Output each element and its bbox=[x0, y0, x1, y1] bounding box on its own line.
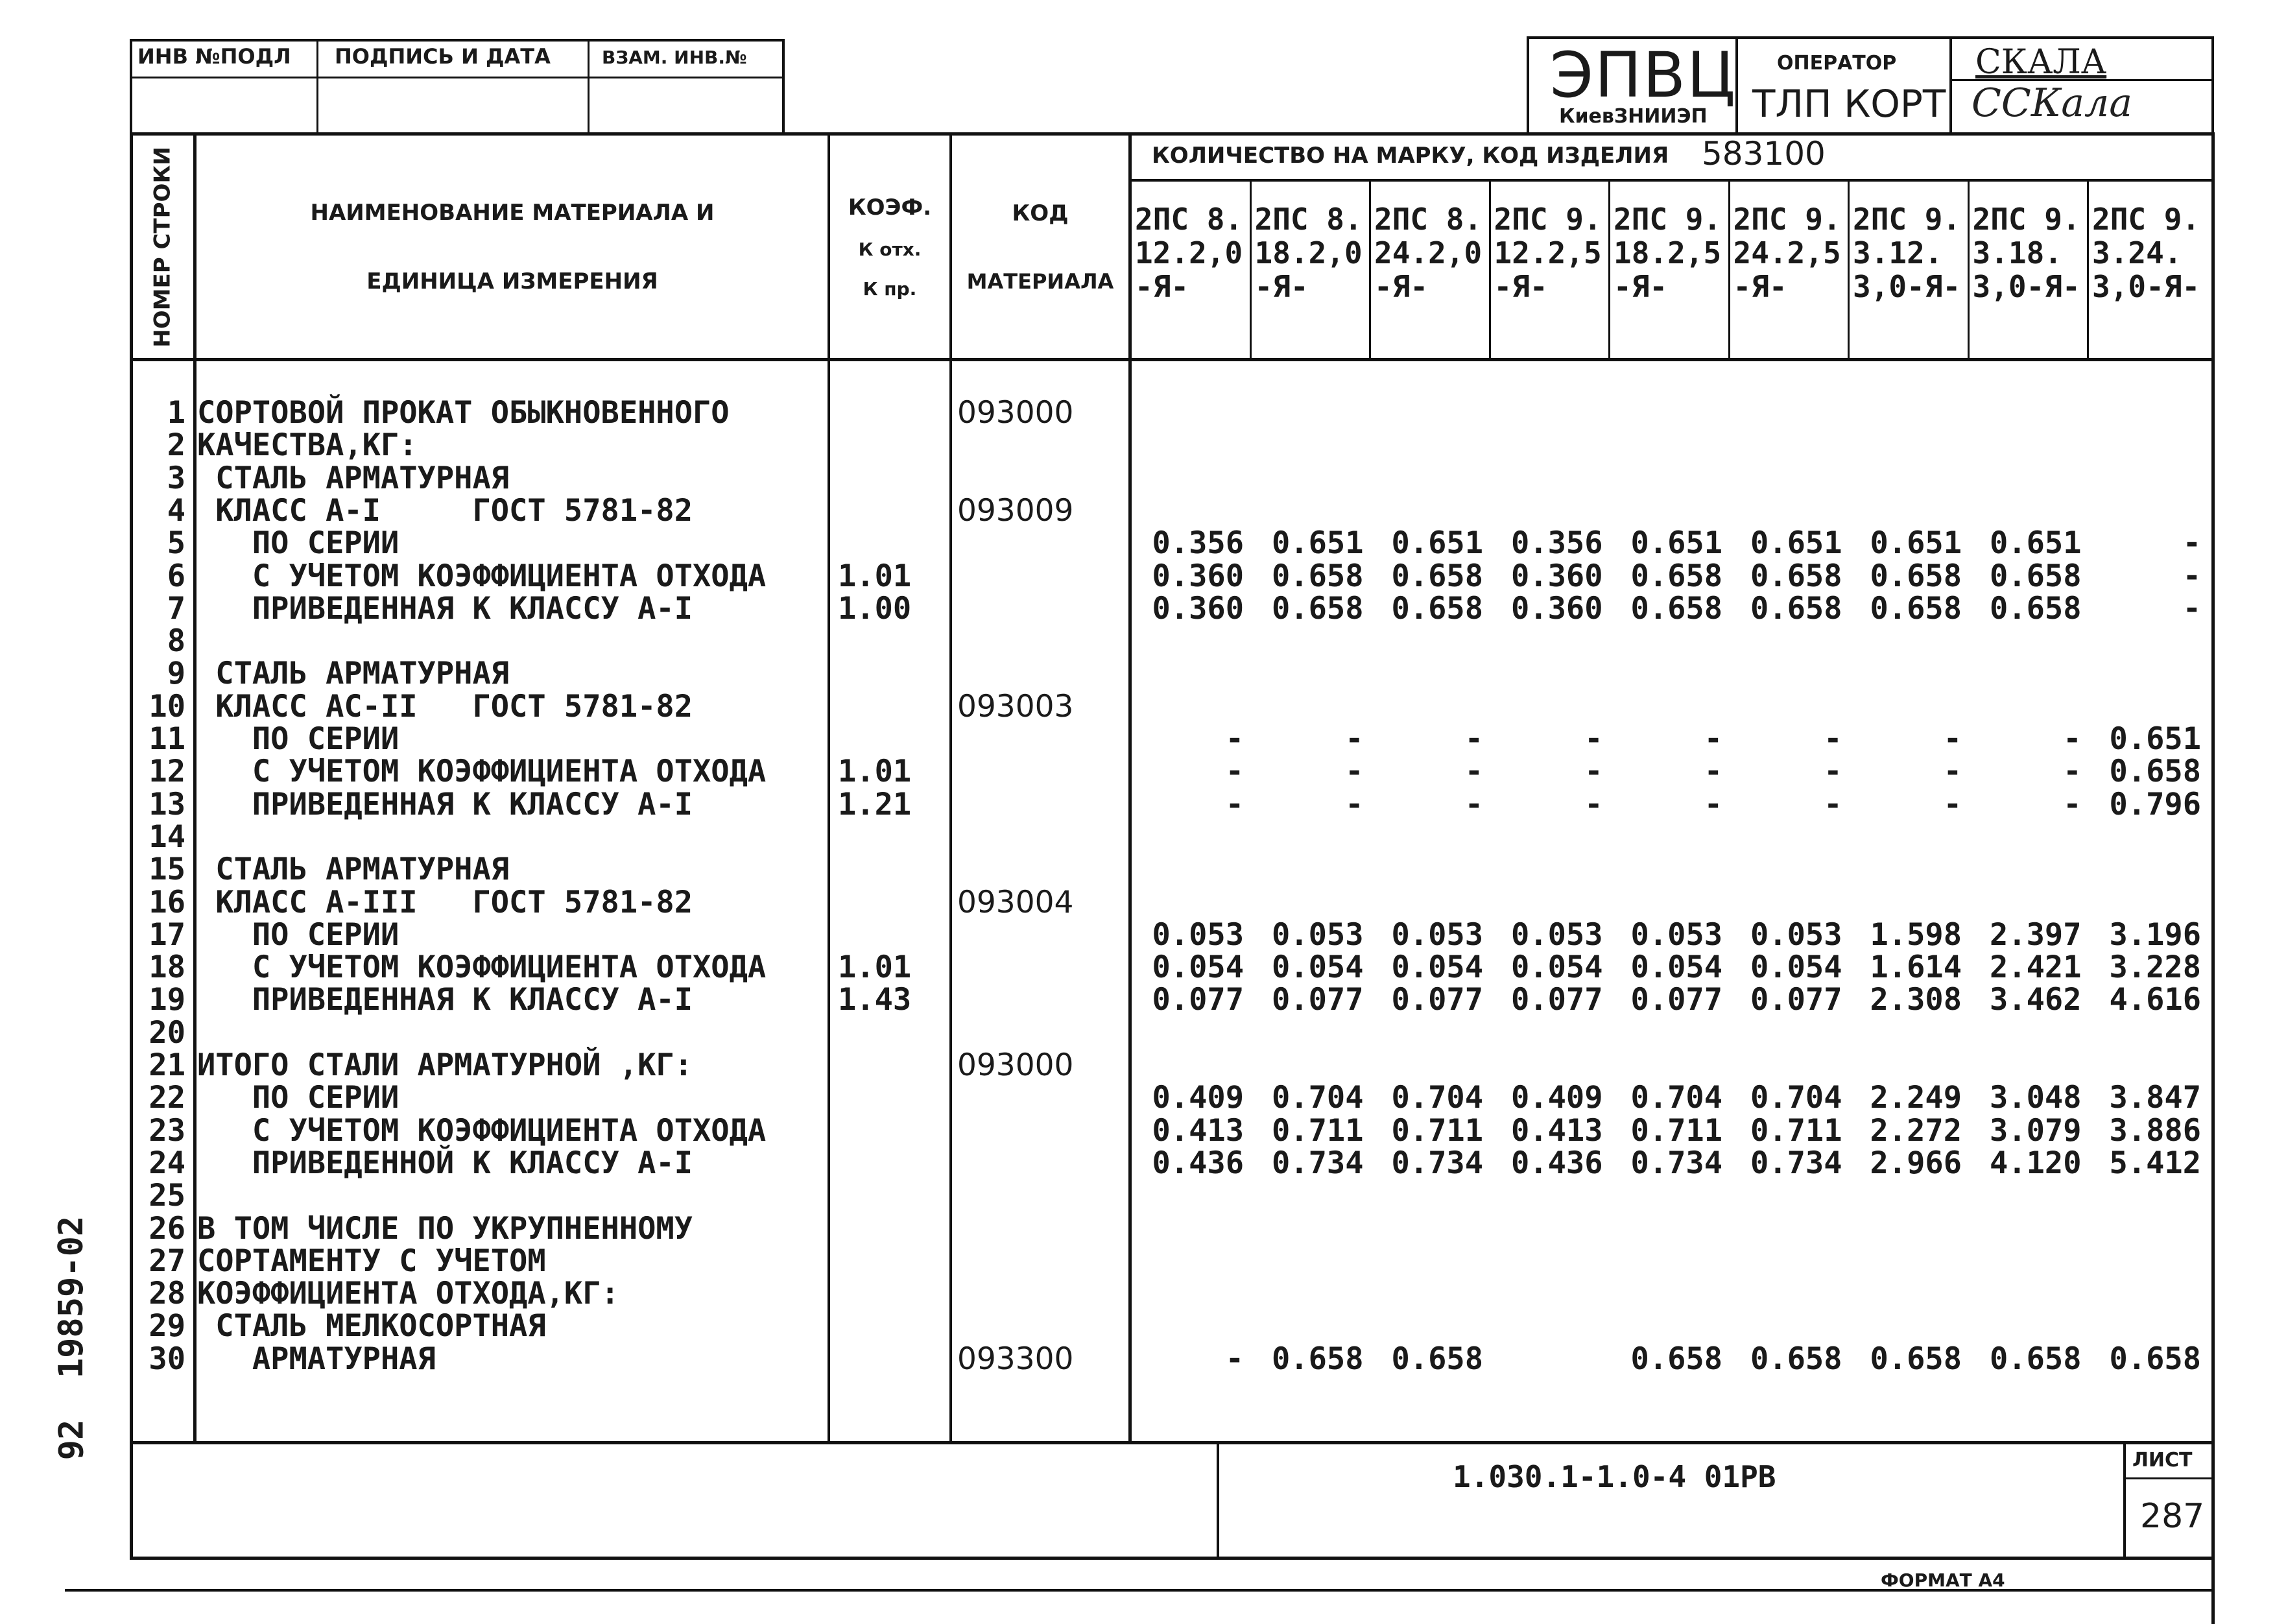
material-name: С УЧЕТОМ КОЭФФИЦИЕНТА ОТХОДА bbox=[197, 754, 767, 790]
quantity-cell: 0.658 bbox=[1870, 1341, 1962, 1377]
coefficient: 1.00 bbox=[838, 590, 912, 627]
quantity-cell: 0.356 bbox=[1511, 525, 1603, 562]
name-header: НАИМЕНОВАНИЕ МАТЕРИАЛА И ЕДИНИЦА ИЗМЕРЕНИЯ bbox=[310, 200, 715, 294]
document-code: 1.030.1-1.0-4 01РВ bbox=[1453, 1459, 1776, 1494]
quantity-cell: 0.658 bbox=[1990, 590, 2082, 627]
quantity-cell: 0.413 bbox=[1152, 1112, 1244, 1149]
quantity-cell: - bbox=[1225, 1341, 1244, 1377]
quantity-cell: - bbox=[1464, 721, 1483, 757]
quantity-cell: - bbox=[2063, 754, 2082, 790]
material-name: КЛАСС АС-II ГОСТ 5781-82 bbox=[197, 688, 693, 724]
quantity-cell: 4.616 bbox=[2109, 982, 2201, 1018]
quantity-cell: 0.658 bbox=[1391, 1341, 1483, 1377]
material-name: С УЧЕТОМ КОЭФФИЦИЕНТА ОТХОДА bbox=[197, 949, 767, 986]
system-name: СКАЛА bbox=[1975, 43, 2107, 82]
material-name: С УЧЕТОМ КОЭФФИЦИЕНТА ОТХОДА bbox=[197, 558, 767, 594]
row-number: 5 bbox=[167, 525, 185, 562]
quantity-cell: 0.077 bbox=[1152, 982, 1244, 1018]
side-number: 19859-02 bbox=[52, 1215, 91, 1379]
quantity-cell: 0.054 bbox=[1272, 949, 1364, 986]
material-name: КОЭФФИЦИЕНТА ОТХОДА,КГ: bbox=[197, 1276, 619, 1312]
quantity-cell: 0.077 bbox=[1391, 982, 1483, 1018]
quantity-cell: 0.658 bbox=[1750, 1341, 1842, 1377]
quantity-cell: 2.272 bbox=[1870, 1112, 1962, 1149]
quantity-cell: 0.651 bbox=[1990, 525, 2082, 562]
quantity-cell: 0.658 bbox=[1391, 558, 1483, 594]
material-code: 093000 bbox=[957, 395, 1074, 431]
quantity-cell: 0.658 bbox=[2109, 1341, 2201, 1377]
row-number: 4 bbox=[167, 492, 185, 529]
quantity-cell: - bbox=[2182, 590, 2201, 627]
quantity-cell: - bbox=[2063, 721, 2082, 757]
quantity-cell: - bbox=[1704, 754, 1722, 790]
quantity-cell: 0.053 bbox=[1391, 916, 1483, 953]
quantity-cell: 0.651 bbox=[1870, 525, 1962, 562]
quantity-cell: - bbox=[1943, 786, 1962, 822]
material-name: ПРИВЕДЕННАЯ К КЛАССУ А-I bbox=[197, 982, 693, 1018]
quantity-cell: 2.397 bbox=[1990, 916, 2082, 953]
quantity-cell: 0.436 bbox=[1152, 1145, 1244, 1181]
quantity-cell: 0.734 bbox=[1630, 1145, 1722, 1181]
quantity-cell: 0.053 bbox=[1152, 916, 1244, 953]
material-name: КЛАСС А-III ГОСТ 5781-82 bbox=[197, 884, 693, 920]
row-number: 24 bbox=[149, 1145, 185, 1181]
quantity-cell: - bbox=[1824, 721, 1842, 757]
quantity-cell: 0.360 bbox=[1511, 558, 1603, 594]
quantity-cell: 0.658 bbox=[1630, 558, 1722, 594]
quantity-cell: 0.658 bbox=[1750, 590, 1842, 627]
quantity-cell: 5.412 bbox=[2109, 1145, 2201, 1181]
quantity-cell: 0.734 bbox=[1391, 1145, 1483, 1181]
row-number: 14 bbox=[149, 818, 185, 855]
quantity-cell: 4.120 bbox=[1990, 1145, 2082, 1181]
quantity-cell: 0.054 bbox=[1511, 949, 1603, 986]
row-number: 28 bbox=[149, 1276, 185, 1312]
quantity-cell: 0.413 bbox=[1511, 1112, 1603, 1149]
quantity-cell: - bbox=[1345, 754, 1364, 790]
quantity-cell: - bbox=[1584, 721, 1603, 757]
code-header: КОД МАТЕРИАЛА bbox=[966, 200, 1114, 294]
sheet-label: ЛИСТ bbox=[2132, 1449, 2193, 1472]
quantity-cell: 2.249 bbox=[1870, 1080, 1962, 1116]
material-name: С УЧЕТОМ КОЭФФИЦИЕНТА ОТХОДА bbox=[197, 1112, 767, 1149]
quantity-cell: - bbox=[1464, 786, 1483, 822]
row-number: 18 bbox=[149, 949, 185, 986]
quantity-cell: 0.658 bbox=[1272, 1341, 1364, 1377]
product-column-header: 2ПС 9.24.2,5-Я- bbox=[1733, 202, 1841, 304]
row-number: 12 bbox=[149, 754, 185, 790]
quantity-cell: 0.360 bbox=[1511, 590, 1603, 627]
quantity-cell: 3.462 bbox=[1990, 982, 2082, 1018]
material-code: 093300 bbox=[957, 1341, 1074, 1377]
quantity-cell: 3.228 bbox=[2109, 949, 2201, 986]
quantity-cell: 0.053 bbox=[1750, 916, 1842, 953]
quantity-cell: 0.704 bbox=[1391, 1080, 1483, 1116]
quantity-cell: 0.651 bbox=[1630, 525, 1722, 562]
quantity-cell: 1.614 bbox=[1870, 949, 1962, 986]
quantity-cell: 0.054 bbox=[1750, 949, 1842, 986]
org-name: ЭПВЦ bbox=[1550, 39, 1737, 112]
side-page: 92 bbox=[52, 1419, 91, 1461]
quantity-cell: 0.704 bbox=[1750, 1080, 1842, 1116]
quantity-cell: - bbox=[1824, 754, 1842, 790]
quantity-cell: - bbox=[1943, 754, 1962, 790]
quantity-cell: 0.711 bbox=[1391, 1112, 1483, 1149]
quantity-cell: - bbox=[2182, 525, 2201, 562]
row-number: 6 bbox=[167, 558, 185, 594]
product-column-header: 2ПС 9.3.18.3,0-Я- bbox=[1972, 202, 2080, 304]
material-code: 093009 bbox=[957, 492, 1074, 529]
operator-signature: ССКала bbox=[1971, 80, 2132, 126]
material-name: ПО СЕРИИ bbox=[197, 916, 399, 953]
quantity-cell: - bbox=[1824, 786, 1842, 822]
quantity-cell: 0.651 bbox=[2109, 721, 2201, 757]
quantity-cell: 3.847 bbox=[2109, 1080, 2201, 1116]
quantity-cell: 0.658 bbox=[1272, 558, 1364, 594]
quantity-cell: 0.077 bbox=[1511, 982, 1603, 1018]
quantity-cell: 2.966 bbox=[1870, 1145, 1962, 1181]
material-name: В ТОМ ЧИСЛЕ ПО УКРУПНЕННОМУ bbox=[197, 1210, 693, 1247]
row-number-header: НОМЕР СТРОКИ bbox=[150, 147, 176, 348]
material-name: СОРТАМЕНТУ С УЧЕТОМ bbox=[197, 1243, 546, 1279]
row-number: 20 bbox=[149, 1014, 185, 1051]
format-label: ФОРМАТ А4 bbox=[1881, 1570, 2005, 1591]
quantity-cell: 0.711 bbox=[1272, 1112, 1364, 1149]
row-number: 7 bbox=[167, 590, 185, 627]
material-name: КАЧЕСТВА,КГ: bbox=[197, 427, 418, 464]
quantity-cell: 0.658 bbox=[2109, 754, 2201, 790]
quantity-cell: 3.886 bbox=[2109, 1112, 2201, 1149]
quantity-cell: 0.409 bbox=[1152, 1080, 1244, 1116]
coef-header: КОЭФ. К отх. К пр. bbox=[848, 195, 932, 300]
quantity-cell: 0.651 bbox=[1391, 525, 1483, 562]
operator-label: ОПЕРАТОР bbox=[1777, 52, 1897, 75]
quantity-cell: - bbox=[1584, 786, 1603, 822]
quantity-cell: 0.658 bbox=[1630, 1341, 1722, 1377]
quantity-cell: 0.658 bbox=[1391, 590, 1483, 627]
material-name: КЛАСС А-I ГОСТ 5781-82 bbox=[197, 492, 693, 529]
quantity-cell: 1.598 bbox=[1870, 916, 1962, 953]
product-code: 583100 bbox=[1702, 135, 1826, 173]
row-number: 29 bbox=[149, 1308, 185, 1344]
coefficient: 1.21 bbox=[838, 786, 912, 822]
quantity-cell: 0.409 bbox=[1511, 1080, 1603, 1116]
material-name: ПО СЕРИИ bbox=[197, 721, 399, 757]
material-code: 093004 bbox=[957, 884, 1074, 920]
quantity-cell: 0.054 bbox=[1630, 949, 1722, 986]
material-name: СОРТОВОЙ ПРОКАТ ОБЫКНОВЕННОГО bbox=[197, 395, 730, 431]
quantity-cell: 0.077 bbox=[1750, 982, 1842, 1018]
row-number: 25 bbox=[149, 1178, 185, 1214]
material-code: 093000 bbox=[957, 1047, 1074, 1083]
quantity-cell: 0.356 bbox=[1152, 525, 1244, 562]
quantity-cell: - bbox=[1704, 721, 1722, 757]
row-number: 30 bbox=[149, 1341, 185, 1377]
material-name: СТАЛЬ АРМАТУРНАЯ bbox=[197, 656, 510, 692]
quantity-cell: 3.196 bbox=[2109, 916, 2201, 953]
zam-label: ВЗАМ. ИНВ.№ bbox=[602, 47, 747, 68]
coefficient: 1.01 bbox=[838, 949, 912, 986]
material-name: ПРИВЕДЕННАЯ К КЛАССУ А-I bbox=[197, 786, 693, 822]
quantity-cell: 0.436 bbox=[1511, 1145, 1603, 1181]
quantity-cell: 0.704 bbox=[1630, 1080, 1722, 1116]
product-column-header: 2ПС 9.3.12.3,0-Я- bbox=[1853, 202, 1961, 304]
sign-label: ПОДПИСЬ И ДАТА bbox=[335, 44, 551, 69]
material-name: СТАЛЬ МЕЛКОСОРТНАЯ bbox=[197, 1308, 546, 1344]
quantity-cell: 0.054 bbox=[1152, 949, 1244, 986]
quantity-cell: 3.079 bbox=[1990, 1112, 2082, 1149]
row-number: 19 bbox=[149, 982, 185, 1018]
quantity-cell: 3.048 bbox=[1990, 1080, 2082, 1116]
quantity-cell: - bbox=[1225, 786, 1244, 822]
row-number: 16 bbox=[149, 884, 185, 920]
quantity-cell: 0.053 bbox=[1630, 916, 1722, 953]
row-number: 3 bbox=[167, 460, 185, 496]
material-name: ПО СЕРИИ bbox=[197, 525, 399, 562]
quantity-cell: - bbox=[1584, 754, 1603, 790]
inv-label: ИНВ №ПОДЛ bbox=[137, 44, 291, 69]
quantity-cell: 0.658 bbox=[1990, 1341, 2082, 1377]
row-number: 21 bbox=[149, 1047, 185, 1083]
quantity-cell: 0.658 bbox=[1990, 558, 2082, 594]
product-column-header: 2ПС 8.24.2,0-Я- bbox=[1374, 202, 1483, 304]
qty-header-label: КОЛИЧЕСТВО НА МАРКУ, КОД ИЗДЕЛИЯ bbox=[1152, 143, 1669, 169]
quantity-cell: 0.658 bbox=[1870, 590, 1962, 627]
quantity-cell: 0.711 bbox=[1630, 1112, 1722, 1149]
row-number: 15 bbox=[149, 852, 185, 888]
quantity-cell: 0.360 bbox=[1152, 590, 1244, 627]
quantity-cell: 0.658 bbox=[1870, 558, 1962, 594]
quantity-cell: 0.658 bbox=[1630, 590, 1722, 627]
row-number: 2 bbox=[167, 427, 185, 464]
quantity-cell: 0.734 bbox=[1750, 1145, 1842, 1181]
row-number: 17 bbox=[149, 916, 185, 953]
product-column-header: 2ПС 9.12.2,5-Я- bbox=[1494, 202, 1602, 304]
quantity-cell: - bbox=[1943, 721, 1962, 757]
quantity-cell: 0.053 bbox=[1272, 916, 1364, 953]
row-number: 9 bbox=[167, 656, 185, 692]
material-code: 093003 bbox=[957, 688, 1074, 724]
quantity-cell: 0.651 bbox=[1750, 525, 1842, 562]
material-name: СТАЛЬ АРМАТУРНАЯ bbox=[197, 460, 510, 496]
quantity-cell: 0.077 bbox=[1272, 982, 1364, 1018]
quantity-cell: 0.734 bbox=[1272, 1145, 1364, 1181]
quantity-cell: 0.054 bbox=[1391, 949, 1483, 986]
quantity-cell: 0.053 bbox=[1511, 916, 1603, 953]
material-name: ПРИВЕДЕННАЯ К КЛАССУ А-I bbox=[197, 590, 693, 627]
material-name: ИТОГО СТАЛИ АРМАТУРНОЙ ,КГ: bbox=[197, 1047, 693, 1083]
product-column-header: 2ПС 8.18.2,0-Я- bbox=[1254, 202, 1363, 304]
quantity-cell: - bbox=[2182, 558, 2201, 594]
sheet-number: 287 bbox=[2140, 1497, 2205, 1536]
row-number: 11 bbox=[149, 721, 185, 757]
quantity-cell: - bbox=[2063, 786, 2082, 822]
row-number: 13 bbox=[149, 786, 185, 822]
row-number: 23 bbox=[149, 1112, 185, 1149]
row-number: 22 bbox=[149, 1080, 185, 1116]
quantity-cell: - bbox=[1345, 786, 1364, 822]
coefficient: 1.01 bbox=[838, 754, 912, 790]
quantity-cell: - bbox=[1345, 721, 1364, 757]
quantity-cell: - bbox=[1464, 754, 1483, 790]
quantity-cell: - bbox=[1225, 721, 1244, 757]
quantity-cell: 0.711 bbox=[1750, 1112, 1842, 1149]
org-sub: КиевЗНИИЭП bbox=[1559, 105, 1708, 128]
quantity-cell: - bbox=[1704, 786, 1722, 822]
quantity-cell: 0.651 bbox=[1272, 525, 1364, 562]
quantity-cell: 2.308 bbox=[1870, 982, 1962, 1018]
product-column-header: 2ПС 8.12.2,0-Я- bbox=[1135, 202, 1243, 304]
row-number: 8 bbox=[167, 623, 185, 660]
row-number: 10 bbox=[149, 688, 185, 724]
material-name: ПРИВЕДЕННОЙ К КЛАССУ А-I bbox=[197, 1145, 693, 1181]
material-name: СТАЛЬ АРМАТУРНАЯ bbox=[197, 852, 510, 888]
quantity-cell: 0.360 bbox=[1152, 558, 1244, 594]
quantity-cell: 2.421 bbox=[1990, 949, 2082, 986]
material-name: АРМАТУРНАЯ bbox=[197, 1341, 436, 1377]
material-name: ПО СЕРИИ bbox=[197, 1080, 399, 1116]
coefficient: 1.01 bbox=[838, 558, 912, 594]
quantity-cell: 0.704 bbox=[1272, 1080, 1364, 1116]
quantity-cell: 0.658 bbox=[1272, 590, 1364, 627]
quantity-cell: 0.077 bbox=[1630, 982, 1722, 1018]
quantity-cell: 0.796 bbox=[2109, 786, 2201, 822]
coefficient: 1.43 bbox=[838, 982, 912, 1018]
quantity-cell: - bbox=[1225, 754, 1244, 790]
product-column-header: 2ПС 9.3.24.3,0-Я- bbox=[2092, 202, 2200, 304]
operator-value: ТЛП КОРТ bbox=[1752, 82, 1946, 126]
row-number: 26 bbox=[149, 1210, 185, 1247]
product-column-header: 2ПС 9.18.2,5-Я- bbox=[1614, 202, 1722, 304]
quantity-cell: 0.658 bbox=[1750, 558, 1842, 594]
row-number: 27 bbox=[149, 1243, 185, 1279]
row-number: 1 bbox=[167, 395, 185, 431]
